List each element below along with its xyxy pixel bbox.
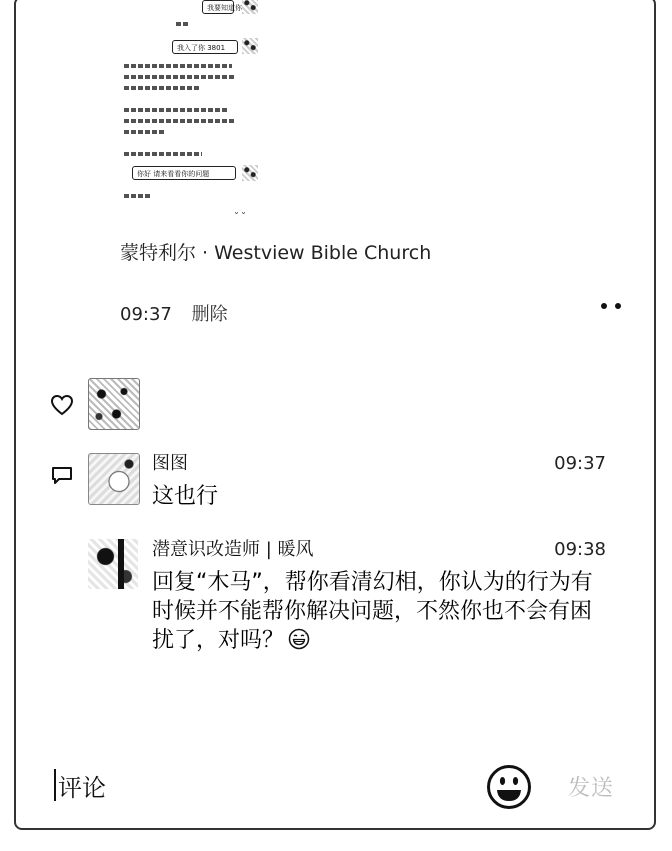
image-text-line xyxy=(124,86,200,90)
image-text-line xyxy=(124,108,228,112)
comment-author-avatar[interactable] xyxy=(88,453,140,505)
image-cut-off-glyphs: ˘˘ xyxy=(234,212,248,222)
image-text-line xyxy=(124,130,164,134)
image-text-line xyxy=(124,194,152,198)
liker-avatar[interactable] xyxy=(88,378,140,430)
smiley-face-icon[interactable] xyxy=(486,764,532,810)
comment-text-container xyxy=(152,568,606,655)
post-image[interactable] xyxy=(118,0,268,222)
post-meta xyxy=(120,300,228,326)
image-text-line xyxy=(124,75,236,79)
image-text-pill-3: 你好 请来看看你的问题 xyxy=(132,166,236,180)
comment-input[interactable] xyxy=(54,765,354,805)
more-options-button[interactable] xyxy=(596,296,626,316)
image-text-line xyxy=(176,22,188,26)
image-avatar-1 xyxy=(242,0,258,14)
image-text-line xyxy=(124,119,234,123)
delete-button[interactable]: 删除 xyxy=(191,304,228,325)
comment-author-avatar[interactable] xyxy=(88,539,138,589)
post-time: 09:37 xyxy=(120,304,172,325)
comment-bubble-icon xyxy=(51,466,73,486)
image-text-line xyxy=(124,152,202,156)
more-dot-icon xyxy=(601,303,607,309)
image-avatar-3 xyxy=(242,165,258,181)
comment-time: 09:38 xyxy=(554,539,606,560)
image-avatar-2 xyxy=(242,38,258,54)
comment-header xyxy=(152,452,606,476)
comment-input-placeholder: 评论 xyxy=(58,773,106,802)
grinning-sweat-emoji-icon xyxy=(288,628,310,650)
heart-outline-icon xyxy=(50,394,74,416)
post-source-label[interactable]: 蒙特利尔 · Westview Bible Church xyxy=(120,242,432,264)
comment-time: 09:37 xyxy=(554,453,606,474)
image-text-pill-2: 我入了你 3801 xyxy=(172,40,238,54)
send-button[interactable]: 发送 xyxy=(568,776,615,801)
text-caret xyxy=(54,769,56,801)
comment-text: 回复“木马”，帮你看清幻相，你认为的行为有时候并不能帮你解决问题，不然你也不会有困扰了，对吗？ xyxy=(152,570,593,653)
comment-author-name[interactable]: 潜意识改造师 | 暖风 xyxy=(152,539,314,560)
comment-author-name[interactable]: 图图 xyxy=(152,453,188,474)
comment-item[interactable] xyxy=(152,538,606,655)
more-dot-icon xyxy=(615,303,621,309)
image-text-pill-1: 我要知道你 xyxy=(202,0,234,14)
image-text-line xyxy=(124,64,232,68)
comment-text: 这也行 xyxy=(152,484,219,509)
comment-item[interactable] xyxy=(152,452,606,511)
comment-header xyxy=(152,538,606,562)
